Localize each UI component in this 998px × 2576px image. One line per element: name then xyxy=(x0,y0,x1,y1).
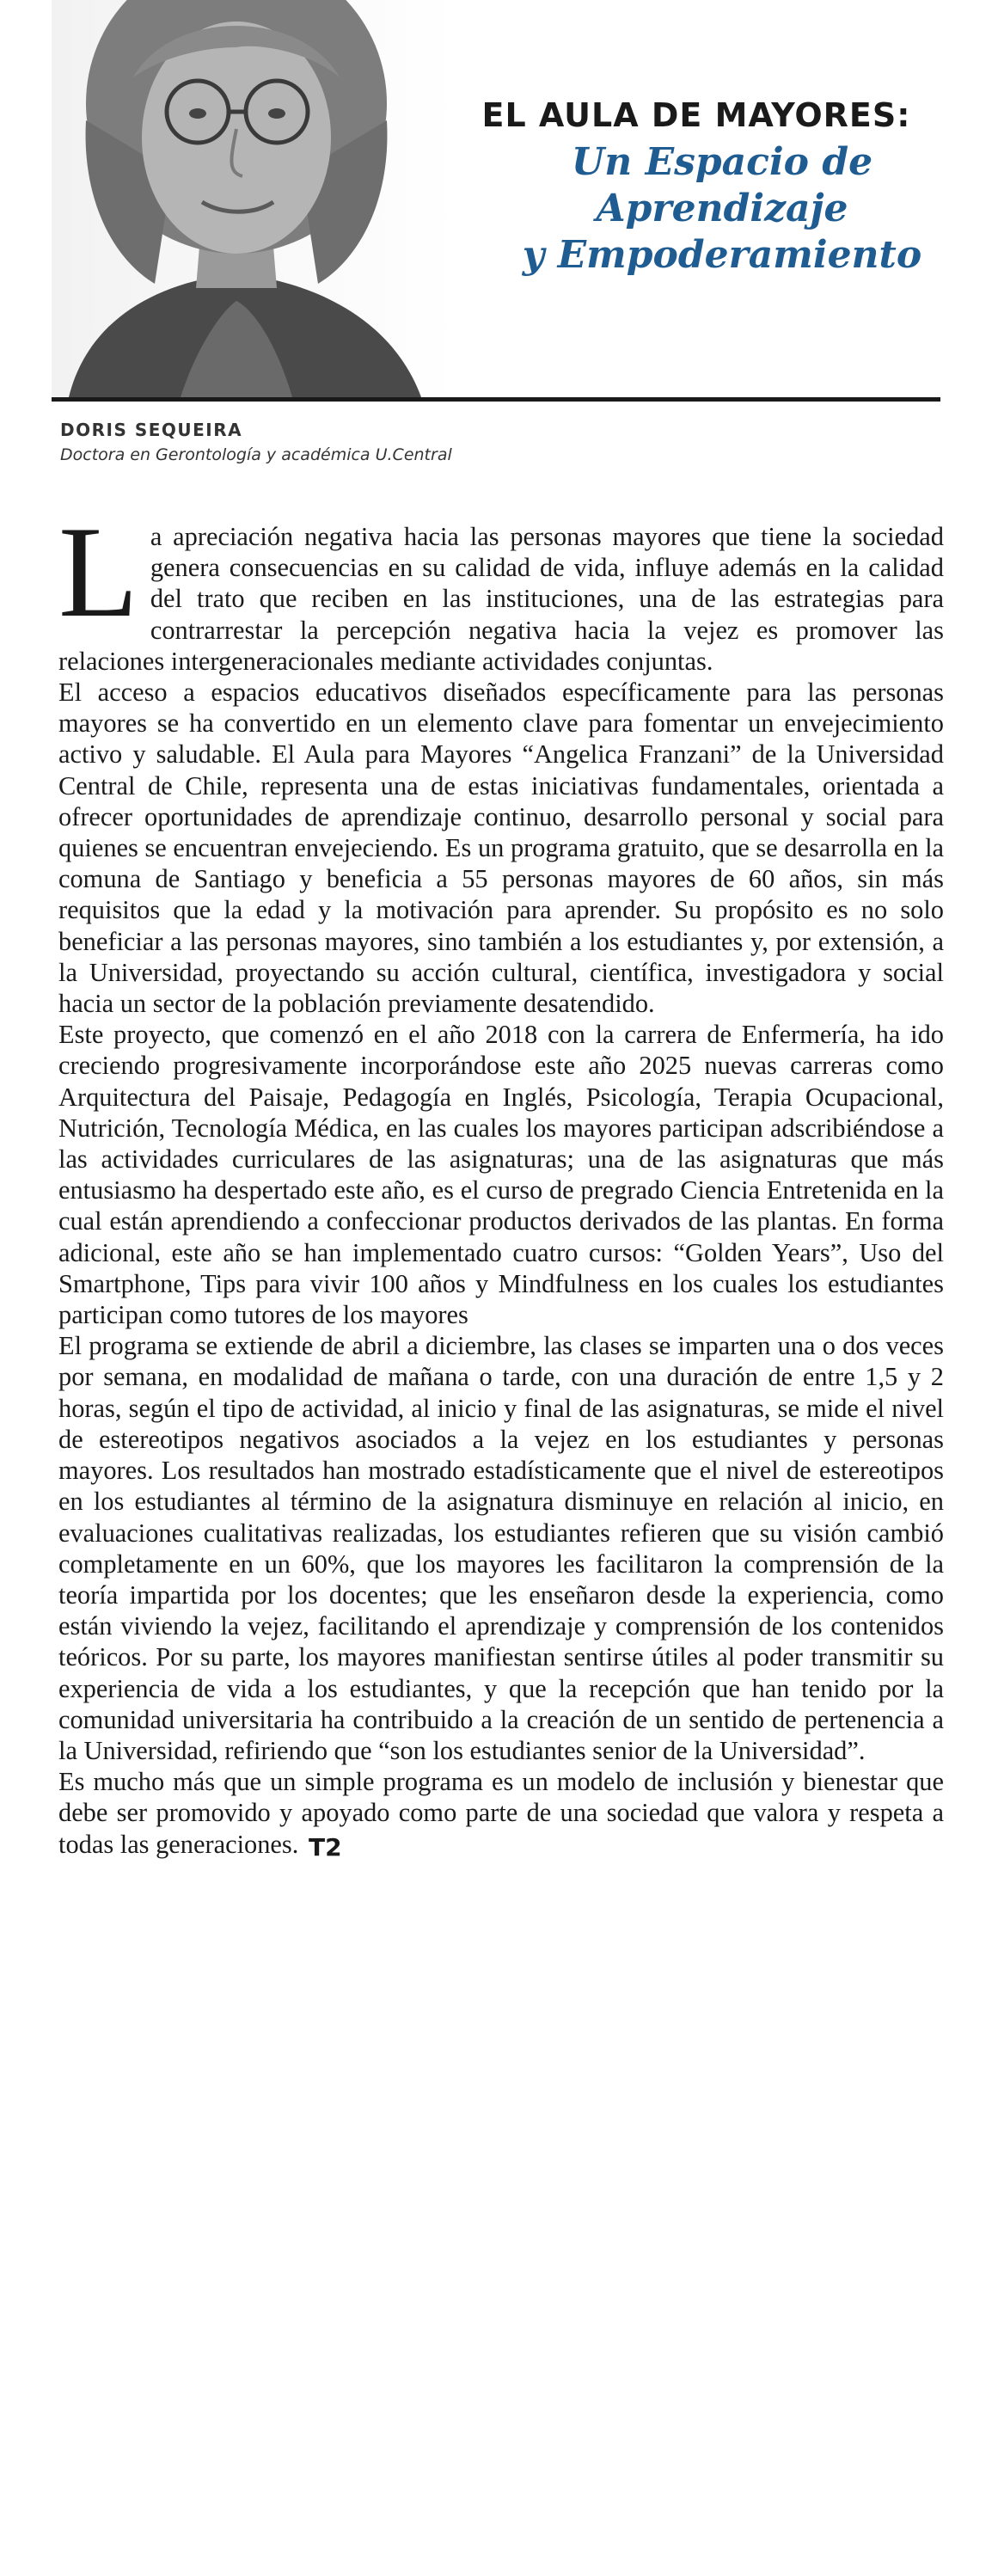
article-header xyxy=(0,0,998,464)
paragraph-1-text: a apreciación negativa hacia las personas mayores que tiene la sociedad genera consecuencias en su calidad de vida, influye además en la calidad del trato que reciben en las instituciones, una de las estrategias para contrarrestar la percepción negativa hacia la vejez es promover las relaciones intergeneracionales mediante actividades conjuntas. xyxy=(58,522,944,676)
t2-logo xyxy=(307,1833,346,1861)
author-portrait xyxy=(52,0,456,397)
drop-cap: L xyxy=(58,500,138,644)
article-body xyxy=(58,500,944,1861)
headline-subtitle-line-2: y Empoderamiento xyxy=(522,233,922,277)
headline xyxy=(481,96,963,279)
paragraph-5 xyxy=(58,1766,944,1860)
paragraph-5-text: Es mucho más que un simple programa es un modelo de inclusión y bienestar que debe ser promovido y apoyado como parte de una sociedad que valora y respeta a todas las generaciones. xyxy=(58,1767,944,1859)
headline-kicker: EL AULA DE MAYORES: xyxy=(481,96,911,134)
paragraph-3: Este proyecto, que comenzó en el año 2018 con la carrera de Enfermería, ha ido creciendo progresivamente incorporándose este año 2025 nuevas carreras como Arquitectura del Paisaje, Pedagogía en Inglés, Psicología, Terapia Ocupacional, Nutrición, Tecnología Médica, en las cuales los mayores participan adscribiéndose a las actividades curriculares de las asignaturas; una de las asignaturas que más entusiasmo ha despertado este año, es el curso de pregrado Ciencia Entretenida en la cual están aprendiendo a confeccionar productos derivados de las plantas. En forma adicional, este año se han implementado cuatro cursos: “Golden Years”, Uso del Smartphone, Tips para vivir 100 años y Mindfulness en los cuales los estudiantes participan como tutores de los mayores xyxy=(58,1020,944,1330)
paragraph-2: El acceso a espacios educativos diseñados específicamente para las personas mayores se ha convertido en un elemento clave para fomentar un envejecimiento activo y saludable. El Aula para Mayores “Angelica Franzani” de la Universidad Central de Chile, representa una de estas iniciativas fundamentales, orientada a ofrecer oportunidades de aprendizaje continuo, desarrollo personal y social para quienes se encuentran envejeciendo. Es un programa gratuito, que se desarrolla en la comuna de Santiago y beneficia a 55 personas mayores de 60 años, sin más requisitos que la edad y la motivación para aprender. Su propósito es no solo beneficiar a las personas mayores, sino también a los estudiantes y, por extensión, a la Universidad, proyectando su acción cultural, científica, investigadora y social hacia un sector de la población previamente desatendido. xyxy=(58,678,944,1019)
author-name: DORIS SEQUEIRA xyxy=(60,420,243,440)
author-role: Doctora en Gerontología y académica U.Central xyxy=(60,445,452,464)
byline xyxy=(60,420,452,464)
paragraph-1 xyxy=(58,500,944,677)
headline-subtitle-line-1: Un Espacio de Aprendizaje xyxy=(571,140,873,230)
headline-subtitle xyxy=(481,139,963,279)
header-divider xyxy=(52,397,940,402)
paragraph-4: El programa se extiende de abril a diciembre, las clases se imparten una o dos veces por semana, en modalidad de mañana o tarde, con una duración de entre 1,5 y 2 horas, según el tipo de actividad, al inicio y final de las asignaturas, se mide el nivel de estereotipos negativos asociados a la vejez en los estudiantes y personas mayores. Los resultados han mostrado estadísticamente que el nivel de estereotipos en los estudiantes al término de la asignatura disminuye en relación al inicio, en evaluaciones cualitativas realizadas, los estudiantes refieren que su visión cambió completamente en un 60%, que los mayores les facilitaron la comprensión de la teoría impartida por los docentes; que les enseñaron desde la experiencia, como están viviendo la vejez, facilitando el aprendizaje y comprensión de los contenidos teóricos. Por su parte, los mayores manifiestan sentirse útiles al poder transmitir su experiencia de vida a los estudiantes, y que la recepción que han tenido por la comunidad universitaria ha contribuido a la creación de un sentido de pertenencia a la Universidad, refiriendo que “son los estudiantes senior de la Universidad”. xyxy=(58,1331,944,1765)
t2-logo-text: T2 xyxy=(309,1832,342,1861)
